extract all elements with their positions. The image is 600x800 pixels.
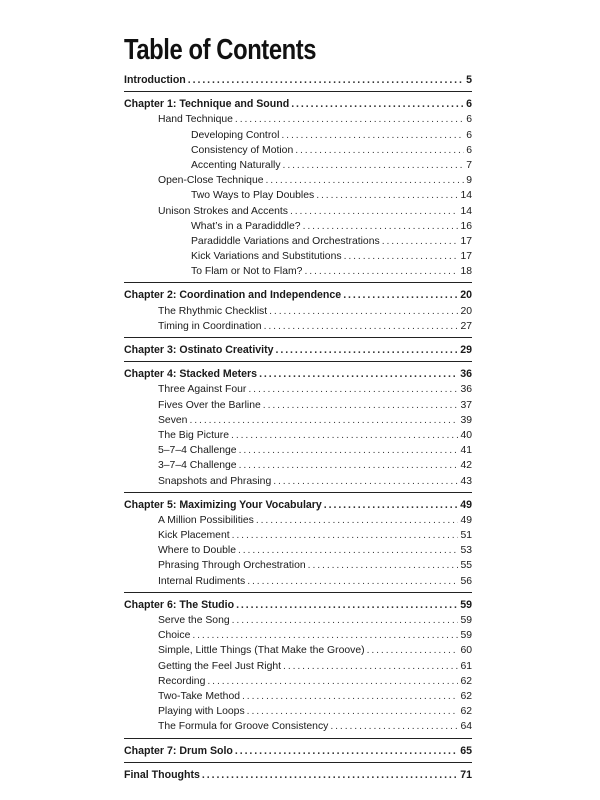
toc-section <box>124 343 472 362</box>
entry-title: Introduction <box>124 74 186 86</box>
dot-leader <box>232 613 459 628</box>
toc-chapter-entry <box>124 367 472 382</box>
entry-page-number: 62 <box>460 690 472 702</box>
entry-title: 5–7–4 Challenge <box>158 445 237 457</box>
toc-entry <box>124 689 472 704</box>
toc-entry <box>124 128 472 143</box>
entry-title: Hand Technique <box>158 114 233 126</box>
entry-page-number: 18 <box>460 266 472 278</box>
toc-entry <box>124 719 472 734</box>
dot-leader <box>344 249 459 264</box>
dot-leader <box>236 598 458 613</box>
toc-chapter-entry <box>124 343 472 358</box>
dot-leader <box>382 234 459 249</box>
entry-title: Internal Rudiments <box>158 575 246 587</box>
entry-page-number: 59 <box>460 598 472 611</box>
dot-leader <box>188 73 464 88</box>
toc-entry <box>124 613 472 628</box>
entry-page-number: 6 <box>466 144 472 156</box>
entry-title: Timing in Coordination <box>158 320 262 332</box>
toc-entry <box>124 474 472 489</box>
dot-leader <box>330 719 458 734</box>
entry-page-number: 49 <box>460 498 472 511</box>
toc-section <box>124 498 472 593</box>
entry-page-number: 14 <box>460 190 472 202</box>
entry-page-number: 59 <box>460 615 472 626</box>
entry-title: Unison Strokes and Accents <box>158 205 288 217</box>
entry-page-number: 42 <box>460 460 472 472</box>
entry-title: Developing Control <box>191 129 280 141</box>
dot-leader <box>259 367 458 382</box>
entry-title: Playing with Loops <box>158 706 245 718</box>
entry-title: Three Against Four <box>158 384 247 396</box>
entry-title: Two-Take Method <box>158 690 241 702</box>
entry-title: Serve the Song <box>158 615 230 626</box>
dot-leader <box>273 474 458 489</box>
entry-page-number: 27 <box>460 320 472 332</box>
toc-entry <box>124 458 472 473</box>
toc-section <box>124 598 472 739</box>
entry-page-number: 29 <box>460 344 472 356</box>
dot-leader <box>269 304 458 319</box>
toc-chapter-entry <box>124 768 472 783</box>
dot-leader <box>231 428 458 443</box>
toc-entry <box>124 558 472 573</box>
toc-entry <box>124 659 472 674</box>
toc-entry <box>124 188 472 203</box>
entry-page-number: 9 <box>466 175 472 187</box>
entry-page-number: 61 <box>460 660 472 672</box>
dot-leader <box>263 398 459 413</box>
toc-entry <box>124 528 472 543</box>
entry-page-number: 17 <box>460 235 472 247</box>
entry-title: The Formula for Groove Consistency <box>158 721 329 733</box>
toc-entry <box>124 513 472 528</box>
toc-entry <box>124 264 472 279</box>
entry-title: Chapter 6: The Studio <box>124 598 235 611</box>
dot-leader <box>239 443 459 458</box>
dot-leader <box>291 97 464 112</box>
dot-leader <box>192 628 458 643</box>
entry-title: Phrasing Through Orchestration <box>158 560 306 572</box>
dot-leader <box>276 343 459 358</box>
toc-section <box>124 73 472 92</box>
dot-leader <box>202 768 458 783</box>
dot-leader <box>367 643 459 658</box>
entry-page-number: 17 <box>460 251 472 263</box>
dot-leader <box>295 143 464 158</box>
dot-leader <box>264 319 459 334</box>
dot-leader <box>304 264 458 279</box>
entry-page-number: 36 <box>460 368 472 381</box>
entry-title: Simple, Little Things (That Make the Groove) <box>158 645 365 657</box>
dot-leader <box>207 674 458 689</box>
toc-entry <box>124 428 472 443</box>
entry-title: Consistency of Motion <box>191 144 294 156</box>
entry-page-number: 16 <box>460 220 472 232</box>
toc-entry <box>124 628 472 643</box>
toc-entry <box>124 204 472 219</box>
dot-leader <box>232 528 459 543</box>
dot-leader <box>290 204 458 219</box>
toc-section <box>124 768 472 786</box>
entry-title: A Million Possibilities <box>158 514 254 526</box>
entry-title: Accenting Naturally <box>191 159 281 171</box>
entry-title: The Rhythmic Checklist <box>158 305 268 317</box>
entry-page-number: 14 <box>460 205 472 217</box>
entry-page-number: 40 <box>460 429 472 441</box>
entry-title: Chapter 2: Coordination and Independence <box>124 289 342 302</box>
toc-entry <box>124 234 472 249</box>
dot-leader <box>235 112 464 127</box>
dot-leader <box>238 543 458 558</box>
dot-leader <box>343 288 458 303</box>
entry-page-number: 6 <box>466 114 472 126</box>
toc-entry <box>124 143 472 158</box>
toc-section <box>124 367 472 493</box>
entry-page-number: 65 <box>460 744 472 757</box>
entry-page-number: 20 <box>460 289 472 302</box>
toc-page <box>124 32 472 786</box>
toc-entry <box>124 704 472 719</box>
dot-leader <box>316 188 458 203</box>
entry-title: To Flam or Not to Flam? <box>191 266 303 278</box>
page-title: Table of Contents <box>124 34 317 66</box>
entry-title: Where to Double <box>158 545 236 557</box>
entry-page-number: 43 <box>460 475 472 487</box>
toc-entry <box>124 219 472 234</box>
dot-leader <box>256 513 459 528</box>
toc-chapter-entry <box>124 73 472 88</box>
entry-page-number: 36 <box>460 384 472 396</box>
entry-page-number: 53 <box>460 545 472 557</box>
entry-page-number: 7 <box>466 159 472 171</box>
toc-entry <box>124 304 472 319</box>
toc-entry <box>124 249 472 264</box>
entry-title: The Big Picture <box>158 429 230 441</box>
entry-page-number: 51 <box>460 530 472 542</box>
entry-title: Two Ways to Play Doubles <box>191 190 315 202</box>
toc-chapter-entry <box>124 498 472 513</box>
entry-title: Chapter 7: Drum Solo <box>124 744 233 757</box>
entry-title: Chapter 4: Stacked Meters <box>124 368 258 381</box>
toc-entry <box>124 173 472 188</box>
dot-leader <box>324 498 458 513</box>
dot-leader <box>281 128 464 143</box>
dot-leader <box>303 219 459 234</box>
toc-entry <box>124 674 472 689</box>
entry-page-number: 64 <box>460 721 472 733</box>
dot-leader <box>189 413 458 428</box>
toc-chapter-entry <box>124 598 472 613</box>
entry-page-number: 56 <box>460 575 472 587</box>
entry-title: Seven <box>158 414 188 426</box>
toc-chapter-entry <box>124 744 472 759</box>
dot-leader <box>266 173 465 188</box>
entry-title: Chapter 1: Technique and Sound <box>124 98 290 111</box>
entry-title: Open-Close Technique <box>158 175 264 187</box>
entry-page-number: 6 <box>466 98 472 111</box>
toc-entry <box>124 319 472 334</box>
dot-leader <box>247 704 459 719</box>
dot-leader <box>235 744 458 759</box>
entry-page-number: 60 <box>460 645 472 657</box>
toc-section <box>124 288 472 338</box>
entry-title: Snapshots and Phrasing <box>158 475 272 487</box>
toc-entry <box>124 543 472 558</box>
entry-title: Fives Over the Barline <box>158 399 261 411</box>
dot-leader <box>242 689 458 704</box>
toc-entry <box>124 413 472 428</box>
entry-title: Chapter 3: Ostinato Creativity <box>124 344 274 356</box>
toc-section <box>124 97 472 283</box>
entry-page-number: 41 <box>460 445 472 457</box>
toc-chapter-entry <box>124 288 472 303</box>
entry-title: What’s in a Paradiddle? <box>191 220 301 232</box>
toc-entry <box>124 398 472 413</box>
entry-page-number: 55 <box>460 560 472 572</box>
toc-entry <box>124 443 472 458</box>
toc-entry <box>124 574 472 589</box>
toc-list <box>124 73 472 786</box>
entry-title: Kick Variations and Substitutions <box>191 251 342 263</box>
toc-entry <box>124 112 472 127</box>
entry-title: Kick Placement <box>158 530 230 542</box>
toc-entry <box>124 382 472 397</box>
entry-title: Paradiddle Variations and Orchestrations <box>191 235 380 247</box>
entry-page-number: 62 <box>460 706 472 718</box>
entry-page-number: 5 <box>466 74 472 86</box>
entry-page-number: 39 <box>460 414 472 426</box>
dot-leader <box>248 382 458 397</box>
toc-entry <box>124 158 472 173</box>
entry-page-number: 37 <box>460 399 472 411</box>
entry-page-number: 59 <box>460 630 472 642</box>
dot-leader <box>283 659 458 674</box>
entry-title: Chapter 5: Maximizing Your Vocabulary <box>124 498 322 511</box>
dot-leader <box>283 158 465 173</box>
dot-leader <box>247 574 458 589</box>
dot-leader <box>239 458 459 473</box>
entry-page-number: 6 <box>466 129 472 141</box>
entry-title: Choice <box>158 630 191 642</box>
toc-entry <box>124 643 472 658</box>
dot-leader <box>308 558 459 573</box>
toc-section <box>124 744 472 763</box>
entry-page-number: 71 <box>460 768 472 781</box>
entry-title: Recording <box>158 675 206 687</box>
entry-page-number: 49 <box>460 514 472 526</box>
entry-title: Final Thoughts <box>124 768 200 781</box>
entry-title: 3–7–4 Challenge <box>158 460 237 472</box>
entry-page-number: 20 <box>460 305 472 317</box>
toc-chapter-entry <box>124 97 472 112</box>
entry-title: Getting the Feel Just Right <box>158 660 282 672</box>
entry-page-number: 62 <box>460 675 472 687</box>
